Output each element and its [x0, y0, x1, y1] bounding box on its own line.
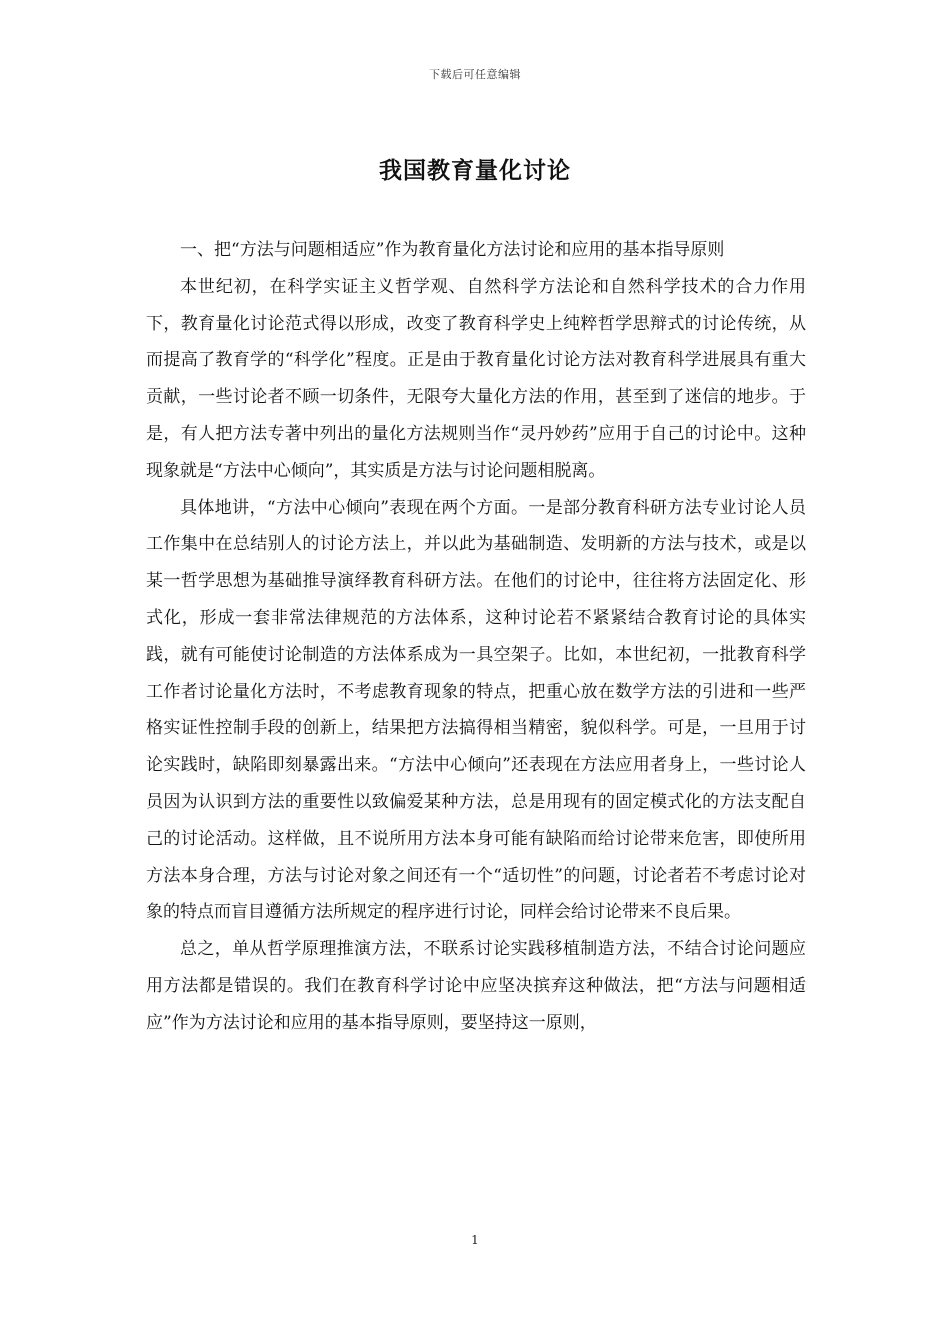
- document-title: 我国教育量化讨论: [379, 157, 571, 184]
- paragraph: 具体地讲，“方法中心倾向”表现在两个方面。一是部分教育科研方法专业讨论人员工作集中在总结别人的讨论方法上，并以此为基础制造、发明新的方法与技术，或是以某一哲学思想为基础推导演绎教育科研方法。在他们的讨论中，往往将方法固定化、形式化，形成一套非常法律规范的方法体系，这种讨论若不紧紧结合教育讨论的具体实践，就有可能使讨论制造的方法体系成为一具空架子。比如，本世纪初，一批教育科学工作者讨论量化方法时，不考虑教育现象的特点，把重心放在数学方法的引进和一些严格实证性控制手段的创新上，结果把方法搞得相当精密，貌似科学。可是，一旦用于讨论实践时，缺陷即刻暴露出来。“方法中心倾向”还表现在方法应用者身上，一些讨论人员因为认识到方法的重要性以致偏爱某种方法，总是用现有的固定模式化的方法支配自己的讨论活动。这样做，且不说所用方法本身可能有缺陷而给讨论带来危害，即使所用方法本身合理，方法与讨论对象之间还有一个“适切性”的问题，讨论者若不考虑讨论对象的特点而盲目遵循方法所规定的程序进行讨论，同样会给讨论带来不良后果。: [146, 497, 806, 923]
- paragraph: 总之，单从哲学原理推演方法，不联系讨论实践移植制造方法，不结合讨论问题应用方法都是错误的。我们在教育科学讨论中应坚决摈弃这种做法，把“方法与问题相适应”作为方法讨论和应用的基本指导原则，要坚持这一原则，: [146, 939, 806, 1033]
- paragraph-heading-1: 一、把“方法与问题相适应”作为教育量化方法讨论和应用的基本指导原则: [180, 240, 725, 260]
- header-note: 下载后可任意编辑: [429, 68, 521, 81]
- document-body: [146, 232, 806, 1042]
- paragraph: 本世纪初，在科学实证主义哲学观、自然科学方法论和自然科学技术的合力作用下，教育量化讨论范式得以形成，改变了教育科学史上纯粹哲学思辩式的讨论传统，从而提高了教育学的“科学化”程度。正是由于教育量化讨论方法对教育科学进展具有重大贡献，一些讨论者不顾一切条件，无限夸大量化方法的作用，甚至到了迷信的地步。于是，有人把方法专著中列出的量化方法规则当作“灵丹妙药”应用于自己的讨论中。这种现象就是“方法中心倾向”，其实质是方法与讨论问题相脱离。: [146, 276, 806, 481]
- page-number: 1: [471, 1233, 479, 1247]
